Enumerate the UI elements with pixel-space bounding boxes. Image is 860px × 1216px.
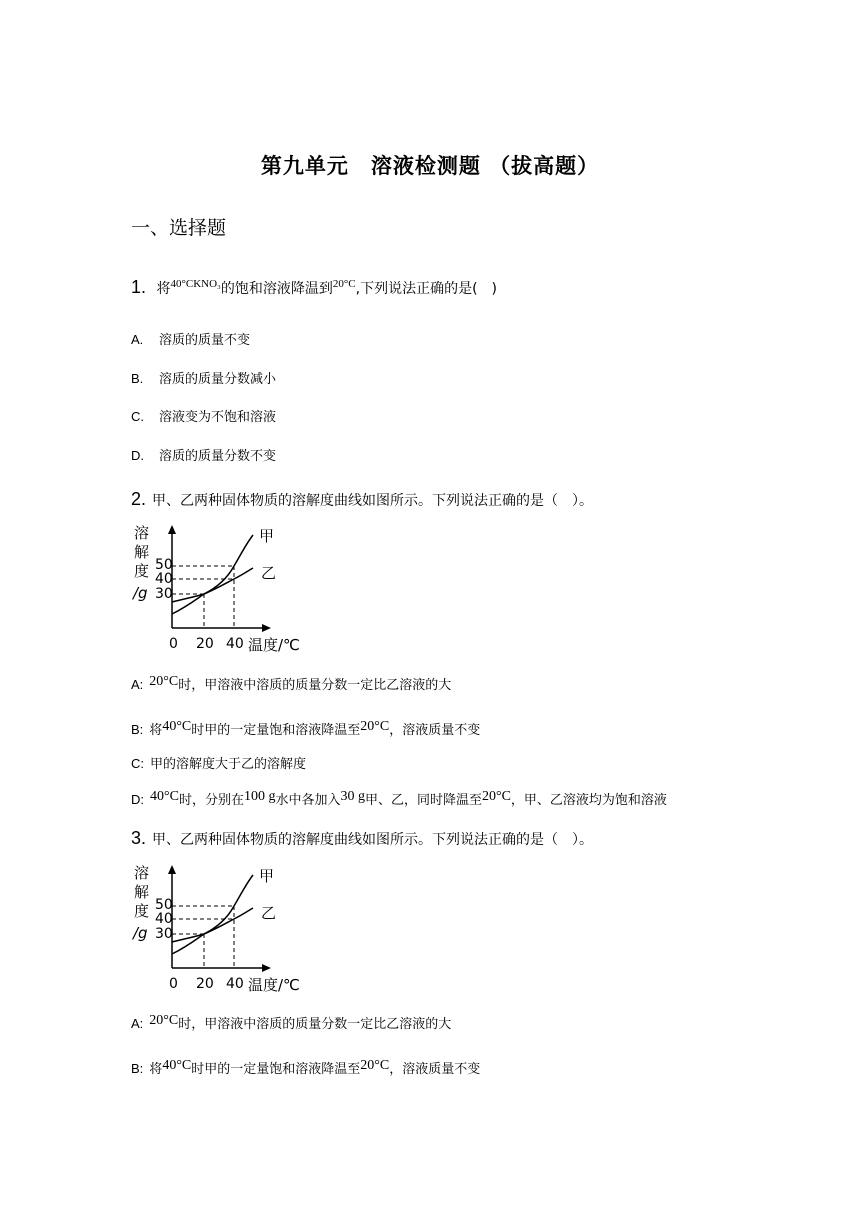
math-formula: 100 g bbox=[243, 789, 276, 804]
option-a[interactable] bbox=[131, 329, 250, 348]
question-number: 3. bbox=[131, 828, 147, 848]
y-tick-label: 30 bbox=[155, 586, 173, 602]
y-label-char: 解 bbox=[134, 883, 150, 901]
y-label-char: /g bbox=[133, 924, 148, 942]
solubility-graph-2 bbox=[128, 860, 308, 995]
option-text: ，甲、乙溶液均为饱和溶液 bbox=[510, 793, 667, 808]
question-number: 2. bbox=[131, 489, 147, 509]
x-axis-arrow bbox=[262, 964, 271, 972]
option-label: A. bbox=[131, 332, 144, 347]
x-tick-label: 20 bbox=[196, 976, 214, 992]
option-text: 甲、乙，同时降温至 bbox=[364, 793, 482, 808]
option-b[interactable] bbox=[131, 368, 276, 387]
series-label-jia: 甲 bbox=[259, 527, 275, 545]
question-text: 甲、乙两种固体物质的溶解度曲线如图所示。下列说法正确的是（ ）。 bbox=[152, 832, 594, 848]
option-c[interactable] bbox=[131, 753, 306, 772]
y-label-char: 度 bbox=[134, 902, 150, 920]
math-formula: 20°C bbox=[149, 674, 179, 689]
y-tick-label: 50 bbox=[155, 897, 173, 913]
question-3 bbox=[131, 828, 593, 849]
y-tick-label: 50 bbox=[155, 557, 173, 573]
math-formula: 40°C bbox=[150, 789, 179, 804]
option-label: C: bbox=[131, 756, 144, 771]
option-label: D. bbox=[131, 448, 144, 463]
math-formula: 40°C bbox=[162, 719, 192, 734]
y-label-char: /g bbox=[133, 584, 148, 602]
x-axis-arrow bbox=[262, 624, 271, 632]
option-text: 将 bbox=[149, 723, 163, 738]
question-text: 的饱和溶液降温到 bbox=[220, 281, 333, 297]
question-text: 将 bbox=[156, 281, 171, 297]
curve-yi bbox=[172, 568, 253, 602]
option-b[interactable] bbox=[131, 719, 480, 739]
option-b[interactable] bbox=[131, 1058, 480, 1078]
option-text: 水中各加入 bbox=[275, 793, 341, 808]
series-label-jia: 甲 bbox=[259, 867, 275, 885]
option-text: 溶质的质量不变 bbox=[159, 333, 251, 348]
y-tick-label: 40 bbox=[155, 911, 173, 927]
question-1 bbox=[131, 277, 497, 298]
y-label bbox=[131, 524, 149, 602]
y-label-char: 溶 bbox=[134, 524, 150, 542]
y-label-char: 度 bbox=[134, 562, 150, 580]
question-2 bbox=[131, 489, 593, 510]
x-axis-label: 温度/℃ bbox=[248, 636, 300, 654]
x-tick-label: 0 bbox=[169, 976, 178, 992]
option-text: 将 bbox=[149, 1062, 163, 1077]
option-text: ，溶液质量不变 bbox=[389, 1062, 481, 1077]
option-a[interactable] bbox=[131, 1013, 451, 1033]
math-formula: 20°C bbox=[481, 789, 511, 804]
question-number: 1. bbox=[131, 277, 147, 297]
option-text: 溶质的质量分数不变 bbox=[159, 449, 277, 464]
option-label: A: bbox=[131, 1016, 144, 1031]
option-d[interactable] bbox=[131, 789, 667, 809]
option-label: B: bbox=[131, 722, 144, 737]
option-label: B: bbox=[131, 1061, 144, 1076]
math-formula: 30 g bbox=[340, 789, 365, 804]
section-heading: 一、选择题 bbox=[131, 217, 227, 239]
x-tick-label: 0 bbox=[169, 636, 178, 652]
y-axis-arrow bbox=[168, 865, 176, 874]
math-formula: 20°C bbox=[360, 719, 390, 734]
option-text: ，溶液质量不变 bbox=[389, 723, 481, 738]
y-label-char: 解 bbox=[134, 543, 150, 561]
option-text: 时甲的一定量饱和溶液降温至 bbox=[191, 723, 361, 738]
option-a[interactable] bbox=[131, 674, 451, 694]
y-axis-arrow bbox=[168, 525, 176, 534]
y-label-char: 溶 bbox=[134, 864, 150, 882]
series-label-yi: 乙 bbox=[261, 904, 277, 922]
series-label-yi: 乙 bbox=[261, 564, 277, 582]
option-label: A: bbox=[131, 677, 144, 692]
solubility-graph-1 bbox=[128, 520, 308, 655]
option-label: D: bbox=[131, 792, 144, 807]
x-tick-label: 40 bbox=[226, 976, 244, 992]
x-tick-label: 40 bbox=[226, 636, 244, 652]
option-d[interactable] bbox=[131, 445, 276, 464]
option-text: 溶液变为不饱和溶液 bbox=[159, 410, 277, 425]
option-label: C. bbox=[131, 409, 144, 424]
math-formula: 40°C bbox=[162, 1058, 192, 1073]
question-text: 甲、乙两种固体物质的溶解度曲线如图所示。下列说法正确的是（ ）。 bbox=[152, 493, 594, 509]
page-title: 第九单元 溶液检测题 （拔高题） bbox=[260, 154, 600, 178]
option-text: 时，甲溶液中溶质的质量分数一定比乙溶液的大 bbox=[178, 1017, 452, 1032]
option-c[interactable] bbox=[131, 406, 276, 425]
math-formula: 20°C bbox=[360, 1058, 390, 1073]
math-formula: 20°C bbox=[332, 278, 356, 290]
math-formula: 20°C bbox=[149, 1013, 179, 1028]
option-text: 时，甲溶液中溶质的质量分数一定比乙溶液的大 bbox=[178, 678, 452, 693]
y-label bbox=[131, 864, 149, 942]
y-tick-label: 40 bbox=[155, 571, 173, 587]
option-text: 甲的溶解度大于乙的溶解度 bbox=[150, 757, 307, 772]
option-text: 时，分别在 bbox=[178, 793, 244, 808]
x-axis-label: 温度/℃ bbox=[248, 976, 300, 994]
x-tick-label: 20 bbox=[196, 636, 214, 652]
y-tick-label: 30 bbox=[155, 926, 173, 942]
option-label: B. bbox=[131, 371, 144, 386]
option-text: 溶质的质量分数减小 bbox=[159, 372, 277, 387]
option-text: 时甲的一定量饱和溶液降温至 bbox=[191, 1062, 361, 1077]
math-formula: 40°CKNO₃ bbox=[170, 278, 221, 290]
question-text: ,下列说法正确的是( ) bbox=[355, 281, 497, 297]
curve-yi bbox=[172, 908, 253, 942]
